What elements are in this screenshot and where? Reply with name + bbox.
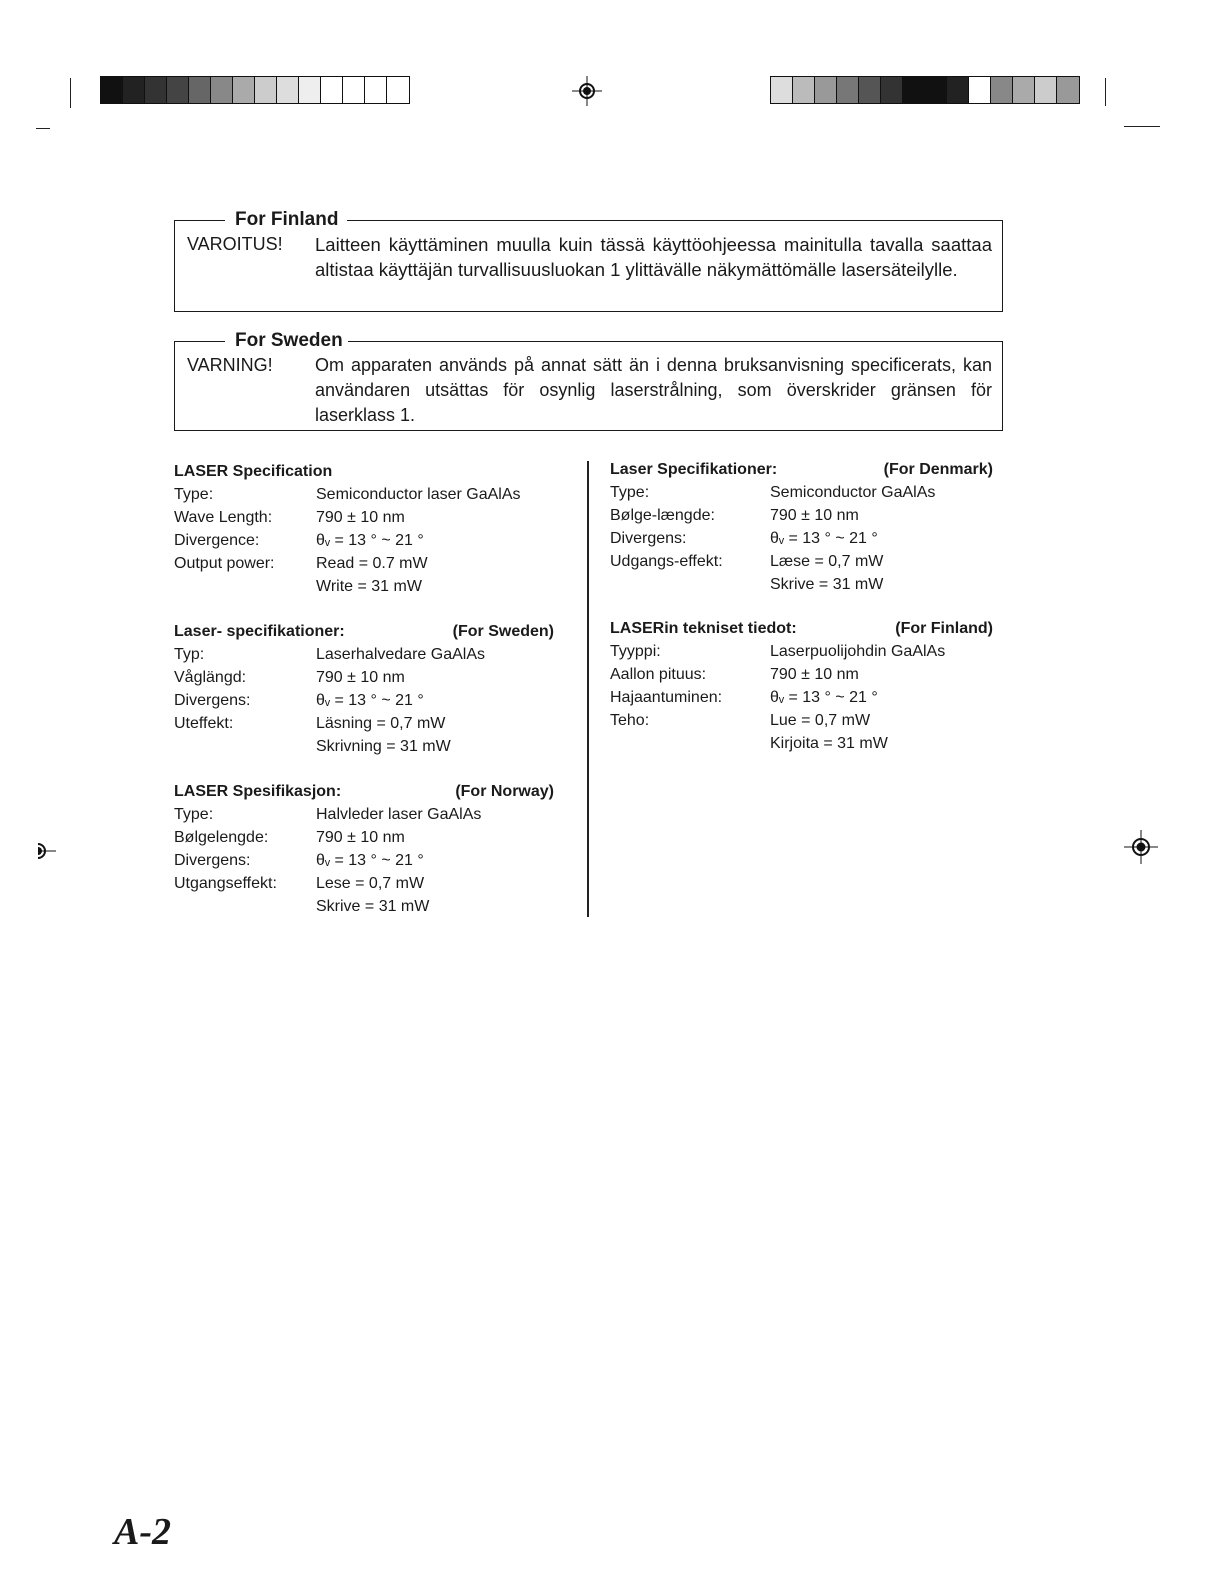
spec-country: (For Sweden): [452, 623, 554, 640]
box-border: [347, 220, 1002, 221]
color-bar-left: [100, 76, 410, 104]
registration-half-crosshair-icon: [30, 838, 56, 864]
spec-key: Divergens:: [174, 852, 251, 869]
spec-value: Read = 0.7 mW: [316, 555, 428, 572]
spec-row: [174, 872, 554, 895]
spec-value: θᵥ = 13 ° ~ 21 °: [316, 692, 424, 709]
spec-value: Write = 31 mW: [316, 578, 422, 595]
spec-row: [610, 504, 993, 527]
spec-heading: [610, 617, 993, 640]
spec-key: Wave Length:: [174, 509, 273, 526]
spec-row: [174, 643, 554, 666]
spec-value: Laserpuolijohdin GaAlAs: [770, 643, 946, 660]
page-number: A-2: [114, 1511, 171, 1553]
crop-mark: [1105, 78, 1106, 106]
spec-value: Lue = 0,7 mW: [770, 712, 871, 729]
sweden-warning-text: Om apparaten används på annat sätt än i denna bruksanvisning specificerats, kan användaren utsättas för osynlig laserstrålning, som överskrider gränsen för laserklass 1.: [315, 355, 992, 425]
spec-key: Bølge-længde:: [610, 507, 715, 524]
spec-key: Hajaantuminen:: [610, 689, 723, 706]
spec-heading: [610, 458, 993, 481]
sweden-warning-legend: For Sweden: [231, 329, 347, 353]
spec-row: [610, 527, 993, 550]
spec-value: Laserhalvedare GaAlAs: [316, 646, 485, 663]
spec-row: [174, 895, 554, 918]
spec-value: θᵥ = 13 ° ~ 21 °: [770, 530, 878, 547]
spec-row: [174, 712, 554, 735]
spec-value: θᵥ = 13 ° ~ 21 °: [316, 532, 424, 549]
spec-key: Udgangs-effekt:: [610, 553, 723, 570]
spec-row: [174, 735, 554, 758]
finland-warning-legend: For Finland: [231, 208, 342, 232]
finland-warning-label: VAROITUS!: [187, 234, 283, 254]
spec-row: [174, 849, 554, 872]
spec-row: [174, 552, 554, 575]
finland-warning-text: Laitteen käyttäminen muulla kuin tässä käyttöohjeessa mainitulla tavalla saattaa altistaa käyttäjän turvallisuusluokan 1 ylittävälle näkymättömälle lasersäteilylle.: [315, 234, 992, 280]
spec-english: [174, 460, 554, 598]
spec-key: Våglängd:: [174, 669, 247, 686]
spec-value: Semiconductor laser GaAlAs: [316, 486, 521, 503]
spec-value: Läsning = 0,7 mW: [316, 715, 446, 732]
spec-title: LASERin tekniset tiedot:: [610, 620, 797, 637]
spec-row: [174, 826, 554, 849]
spec-value: Halvleder laser GaAlAs: [316, 806, 482, 823]
spec-heading: [174, 780, 554, 803]
spec-row: [174, 483, 554, 506]
spec-row: [174, 666, 554, 689]
box-border: [348, 341, 1002, 342]
spec-value: θᵥ = 13 ° ~ 21 °: [316, 852, 424, 869]
spec-row: [174, 529, 554, 552]
spec-key: Divergens:: [174, 692, 251, 709]
spec-value: 790 ± 10 nm: [770, 666, 859, 683]
sweden-warning-box: [174, 330, 1003, 431]
spec-row: [610, 709, 993, 732]
spec-row: [610, 640, 993, 663]
spec-country: (For Finland): [895, 620, 993, 637]
spec-value: Skrivning = 31 mW: [316, 738, 451, 755]
spec-value: Skrive = 31 mW: [770, 576, 884, 593]
finland-warning-box: [174, 209, 1003, 312]
spec-key: Bølgelengde:: [174, 829, 269, 846]
spec-title: Laser Specifikationer:: [610, 461, 778, 478]
spec-key: Utgangseffekt:: [174, 875, 277, 892]
spec-denmark: [610, 458, 993, 596]
spec-key: Aallon pituus:: [610, 666, 707, 683]
spec-row: [174, 803, 554, 826]
spec-key: Type:: [174, 486, 214, 503]
spec-sweden: [174, 620, 554, 758]
spec-row: [610, 686, 993, 709]
spec-country: (For Norway): [455, 783, 554, 800]
box-border: [175, 341, 225, 342]
registration-crosshair-icon: [1124, 830, 1158, 864]
spec-key: Typ:: [174, 646, 205, 663]
spec-key: Type:: [174, 806, 214, 823]
spec-value: Læse = 0,7 mW: [770, 553, 884, 570]
spec-value: Semiconductor GaAlAs: [770, 484, 936, 501]
spec-key: Output power:: [174, 555, 275, 572]
color-bar-right: [770, 76, 1080, 104]
spec-key: Teho:: [610, 712, 650, 729]
sweden-warning-label: VARNING!: [187, 355, 273, 375]
spec-row: [174, 506, 554, 529]
spec-key: Type:: [610, 484, 650, 501]
spec-title: Laser- specifikationer:: [174, 623, 345, 640]
column-divider: [587, 461, 589, 917]
spec-value: 790 ± 10 nm: [316, 669, 405, 686]
spec-value: 790 ± 10 nm: [316, 829, 405, 846]
spec-value: θᵥ = 13 ° ~ 21 °: [770, 689, 878, 706]
spec-country: (For Denmark): [883, 461, 993, 478]
spec-key: Divergence:: [174, 532, 260, 549]
spec-value: Kirjoita = 31 mW: [770, 735, 888, 752]
crop-mark: [70, 78, 71, 108]
spec-row: [610, 573, 993, 596]
spec-title: LASER Specification: [174, 463, 333, 480]
crop-mark: [1124, 126, 1160, 127]
registration-crosshair-icon: [572, 76, 602, 106]
spec-value: 790 ± 10 nm: [770, 507, 859, 524]
crop-mark: [36, 128, 50, 129]
spec-key: Uteffekt:: [174, 715, 234, 732]
spec-heading: [174, 460, 554, 483]
spec-title: LASER Spesifikasjon:: [174, 783, 342, 800]
spec-key: Divergens:: [610, 530, 687, 547]
spec-row: [610, 481, 993, 504]
spec-finland: [610, 617, 993, 755]
spec-value: Skrive = 31 mW: [316, 898, 430, 915]
spec-row: [174, 689, 554, 712]
spec-row: [610, 663, 993, 686]
spec-value: 790 ± 10 nm: [316, 509, 405, 526]
spec-heading: [174, 620, 554, 643]
spec-key: Tyyppi:: [610, 643, 661, 660]
box-border: [175, 220, 225, 221]
spec-norway: [174, 780, 554, 918]
spec-row: [174, 575, 554, 598]
spec-value: Lese = 0,7 mW: [316, 875, 425, 892]
spec-row: [610, 732, 993, 755]
spec-row: [610, 550, 993, 573]
